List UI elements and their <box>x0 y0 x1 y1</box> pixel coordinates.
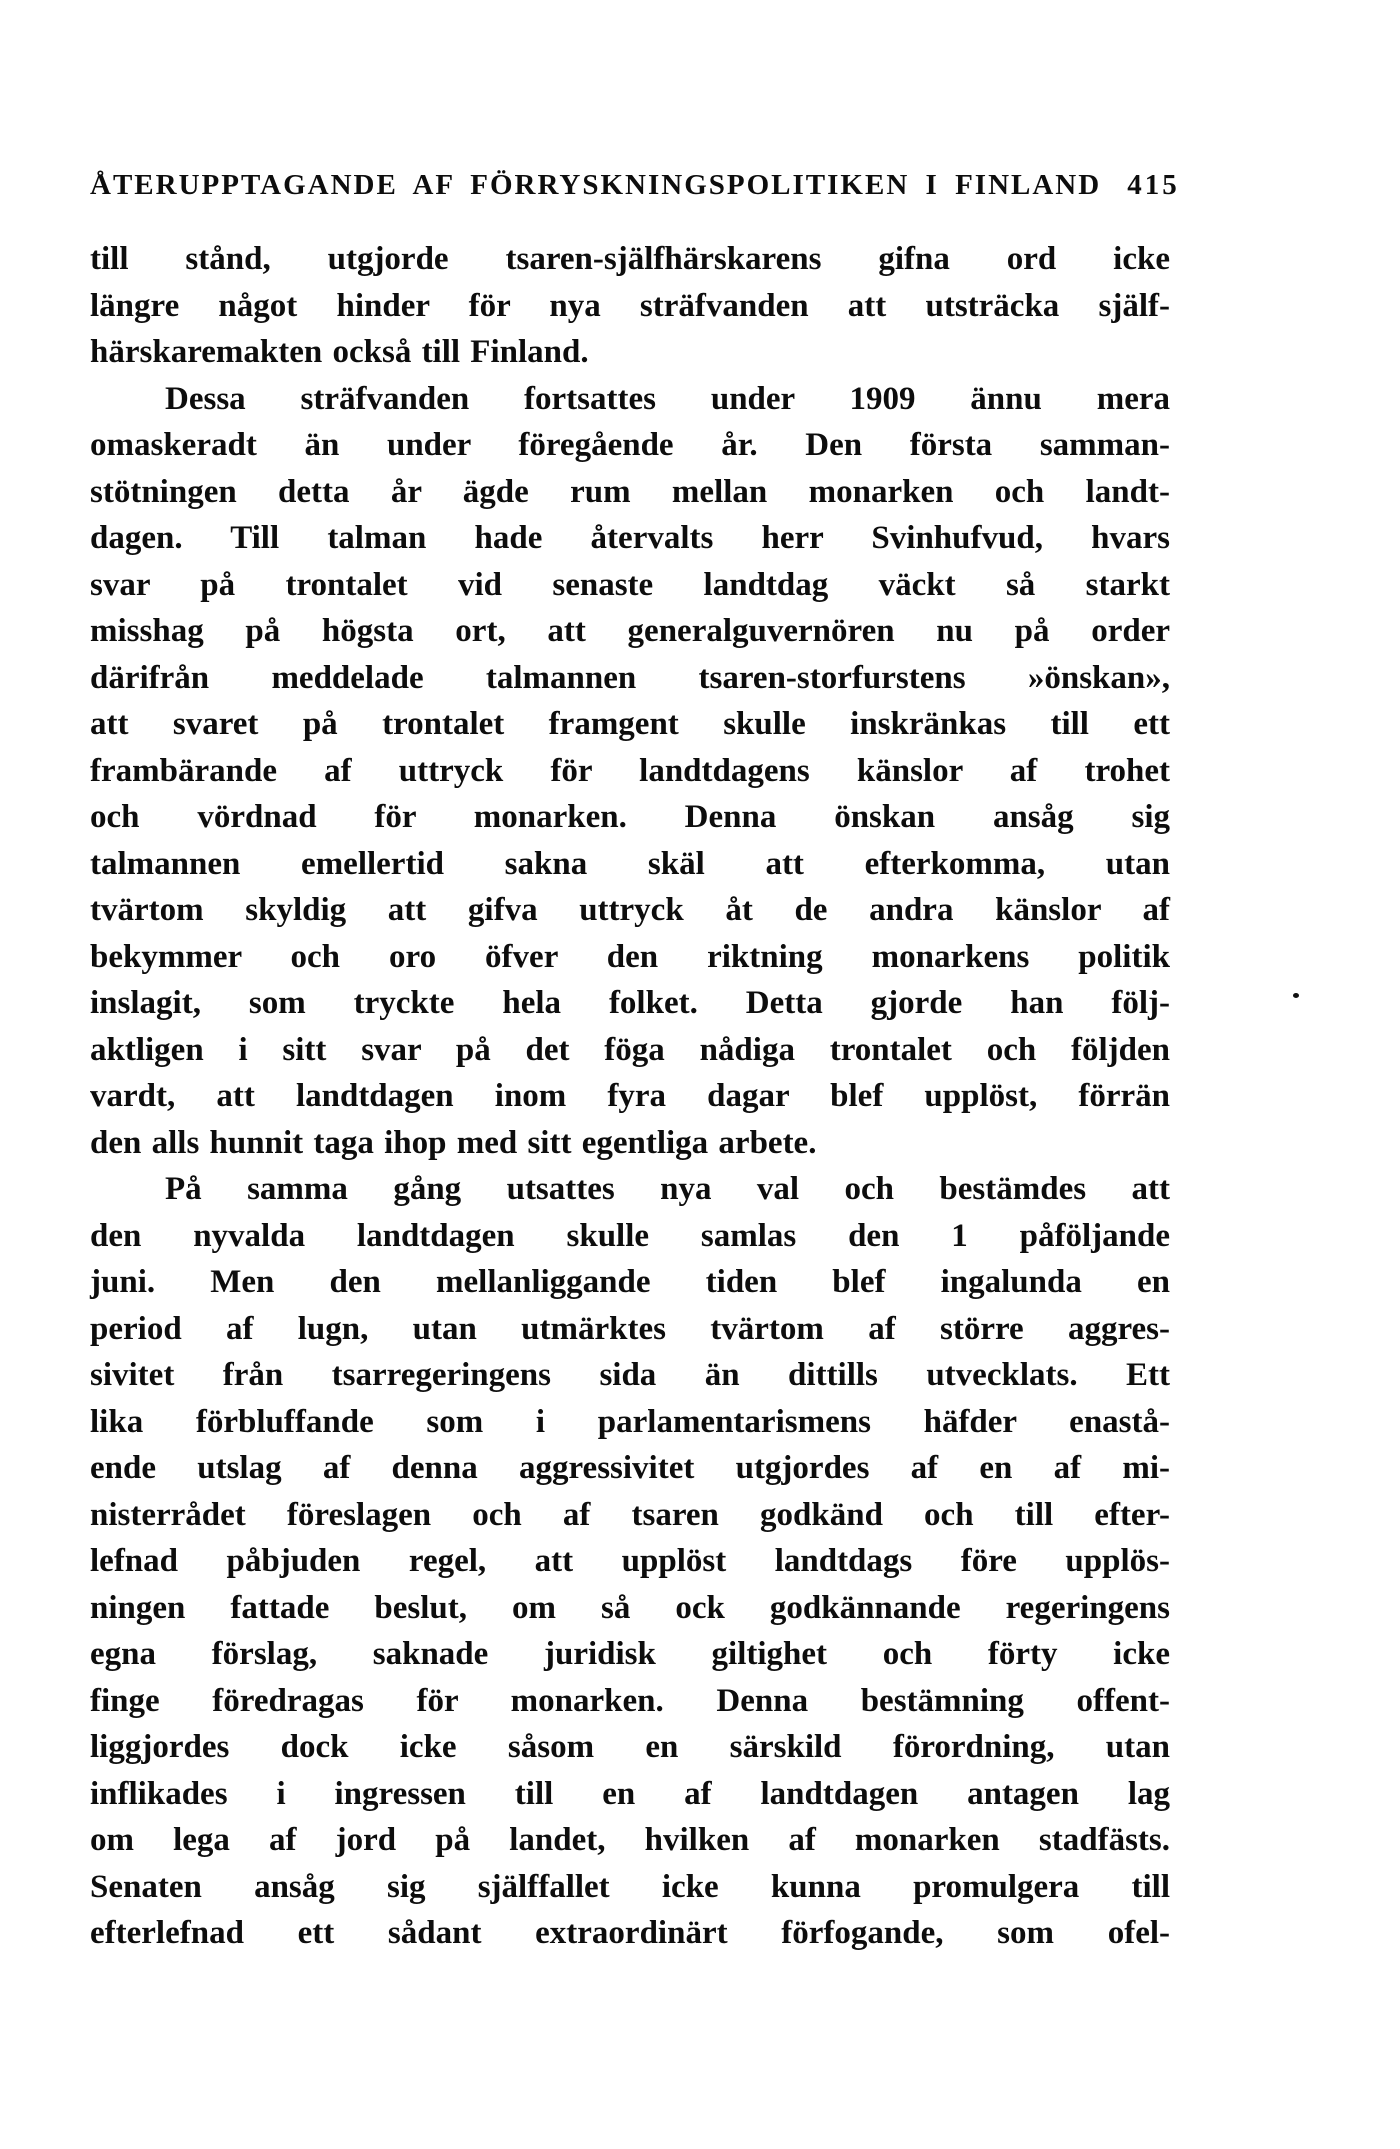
text-line: den alls hunnit taga ihop med sitt egentliga arbete. <box>90 1124 817 1161</box>
text-line: aktligen i sitt svar på det föga nådiga trontalet och följden <box>90 1031 1170 1068</box>
text-line: ende utslag af denna aggressivitet utgjordes af en af mi- <box>90 1450 1170 1486</box>
text-line: till stånd, utgjorde tsaren-själfhärskarens gifna ord icke <box>90 241 1170 277</box>
text-line: misshag på högsta ort, att generalguvernören nu på order <box>90 613 1170 649</box>
running-head <box>90 168 1180 202</box>
text-line: dagen. Till talman hade återvalts herr Svinhufvud, hvars <box>90 520 1170 556</box>
text-line: efterlefnad ett sådant extraordinärt förfogande, som ofel- <box>90 1915 1170 1951</box>
text-line: Senaten ansåg sig själffallet icke kunna promulgera till <box>90 1868 1170 1905</box>
text-line: sivitet från tsarregeringens sida än dittills utvecklats. Ett <box>90 1357 1170 1393</box>
text-line: bekymmer och oro öfver den riktning monarkens politik <box>90 938 1170 975</box>
text-line: att svaret på trontalet framgent skulle inskränkas till ett <box>90 706 1170 742</box>
text-line: härskaremakten också till Finland. <box>90 334 589 370</box>
text-line: ningen fattade beslut, om så ock godkännande regeringens <box>90 1589 1170 1626</box>
text-line: nisterrådet föreslagen och af tsaren godkänd och till efter- <box>90 1496 1170 1533</box>
text-line: och vördnad för monarken. Denna önskan ansåg sig <box>90 799 1170 835</box>
text-line: därifrån meddelade talmannen tsaren-storfurstens »önskan», <box>90 659 1170 696</box>
text-line: finge föredragas för monarken. Denna bestämning offent- <box>90 1682 1170 1719</box>
page-number: 415 <box>1127 169 1180 201</box>
text-line: vardt, att landtdagen inom fyra dagar blef upplöst, förrän <box>90 1078 1170 1114</box>
text-line: stötningen detta år ägde rum mellan monarken och landt- <box>90 473 1170 510</box>
running-head-title: ÅTERUPPTAGANDE AF FÖRRYSKNINGSPOLITIKEN I FINLAND <box>90 169 1102 201</box>
text-line: lefnad påbjuden regel, att upplöst landtdags före upplös- <box>90 1543 1170 1579</box>
text-line: Dessa sträfvanden fortsattes under 1909 ännu mera <box>165 380 1170 417</box>
ink-speck <box>1293 993 1299 998</box>
text-line: om lega af jord på landet, hvilken af monarken stadfästs. <box>90 1822 1170 1858</box>
text-line: talmannen emellertid sakna skäl att efterkomma, utan <box>90 845 1170 882</box>
text-line: egna förslag, saknade juridisk giltighet och förty icke <box>90 1636 1170 1672</box>
text-line: inslagit, som tryckte hela folket. Detta gjorde han följ- <box>90 985 1170 1021</box>
text-line: inflikades i ingressen till en af landtdagen antagen lag <box>90 1775 1170 1812</box>
text-line: lika förbluffande som i parlamentarismens häfder enastå- <box>90 1403 1170 1440</box>
text-line: längre något hinder för nya sträfvanden att utsträcka själf- <box>90 287 1170 324</box>
text-line: liggjordes dock icke såsom en särskild förordning, utan <box>90 1729 1170 1765</box>
text-line: frambärande af uttryck för landtdagens känslor af trohet <box>90 752 1170 789</box>
text-line: tvärtom skyldig att gifva uttryck åt de andra känslor af <box>90 892 1170 928</box>
text-line: omaskeradt än under föregående år. Den första samman- <box>90 427 1170 463</box>
text-line: juni. Men den mellanliggande tiden blef ingalunda en <box>90 1264 1170 1300</box>
text-line: den nyvalda landtdagen skulle samlas den 1 påföljande <box>90 1217 1170 1254</box>
body-text <box>90 236 1170 1957</box>
text-line: På samma gång utsattes nya val och bestämdes att <box>165 1171 1170 1207</box>
text-line: period af lugn, utan utmärktes tvärtom af större aggres- <box>90 1310 1170 1347</box>
text-line: svar på trontalet vid senaste landtdag väckt så starkt <box>90 566 1170 603</box>
